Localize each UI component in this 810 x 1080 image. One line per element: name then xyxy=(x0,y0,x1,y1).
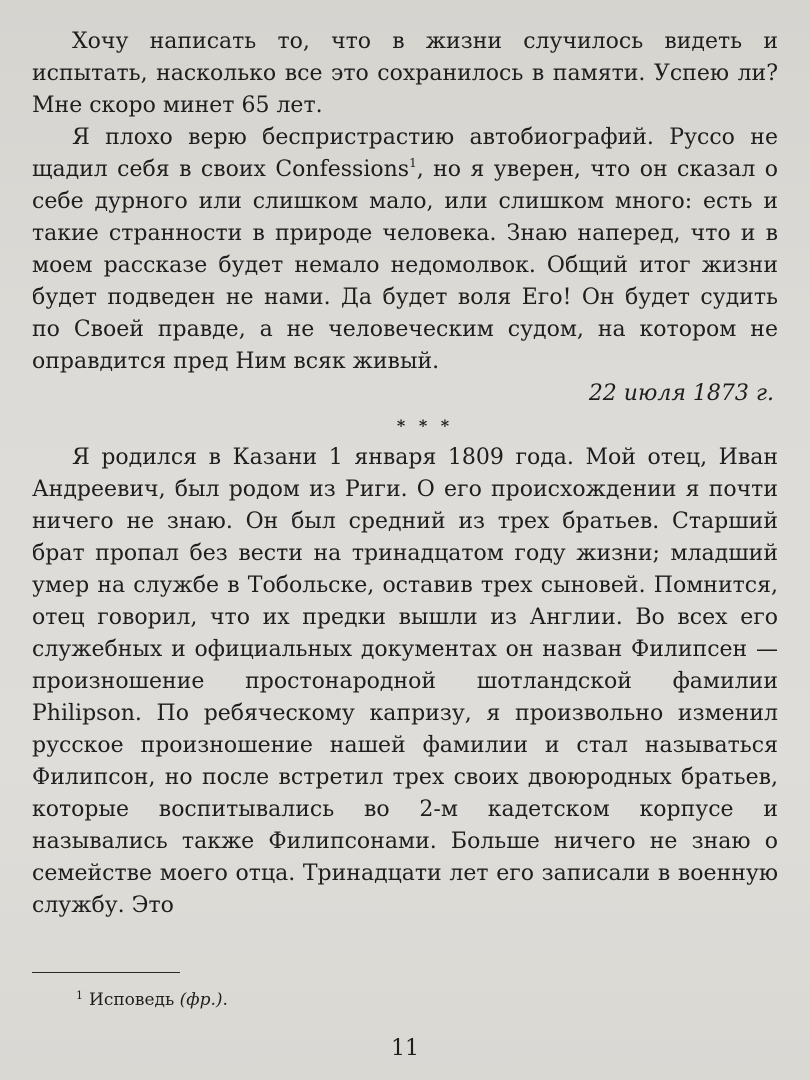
main-text xyxy=(32,26,778,922)
paragraph-intro: Хочу написать то, что в жизни случилось видеть и испытать, насколько все это сохранилось в памяти. Успею ли? Мне скоро минет 65 лет. xyxy=(32,29,778,118)
footnote-language-note: (фр.) xyxy=(179,990,223,1010)
footnote-text: Исповедь xyxy=(89,990,175,1010)
page-number: 11 xyxy=(391,1036,419,1061)
paragraph-autobiography xyxy=(32,122,778,378)
footnote-number: 1 xyxy=(76,989,83,1002)
footnote-rule xyxy=(32,972,180,973)
paragraph-autobiography-end: , но я уверен, что он сказал о себе дурного или слишком мало, или слишком много: есть и такие странности в природе человека. Знаю наперед, что и в моем рассказе будет немало недомолвок. Общий итог жизни будет подведен не нами. Да будет воля Его! Он будет судить по Своей правде, а не человеческим судом, на котором не оправдится пред Ним всяк живый. xyxy=(32,157,778,374)
footnote-end: . xyxy=(222,990,228,1010)
paragraph-birth: Я родился в Казани 1 января 1809 года. Мой отец, Иван Андреевич, был родом из Риги. О его происхождении я почти ничего не знаю. Он был средний из трех братьев. Старший брат пропал без вести на тринадцатом году жизни; младший умер на службе в Тобольске, оставив трех сыновей. Помнится, отец говорил, что их предки вышли из Англии. Во всех его служебных и официальных документах он назван Филипсен — произношение простонародной шотландской фамилии Philipson. По ребяческому капризу, я произвольно изменил русское произношение нашей фамилии и стал называться Филипсон, но после встретил трех своих двоюродных братьев, которые воспитывались во 2-м кадетском корпусе и назывались также Филипсонами. Больше ничего не знаю о семействе моего отца. Тринадцати лет его записали в военную службу. Это xyxy=(32,445,778,918)
date-line: 22 июля 1873 г. xyxy=(588,381,774,406)
section-separator: * * * xyxy=(396,416,454,435)
footnote xyxy=(76,984,228,1012)
paragraph-autobiography-start: Я плохо верю беспристрастию автобиографий. Руссо не щадил себя в своих Confessions xyxy=(32,125,778,182)
footnote-reference: 1 xyxy=(409,156,417,170)
